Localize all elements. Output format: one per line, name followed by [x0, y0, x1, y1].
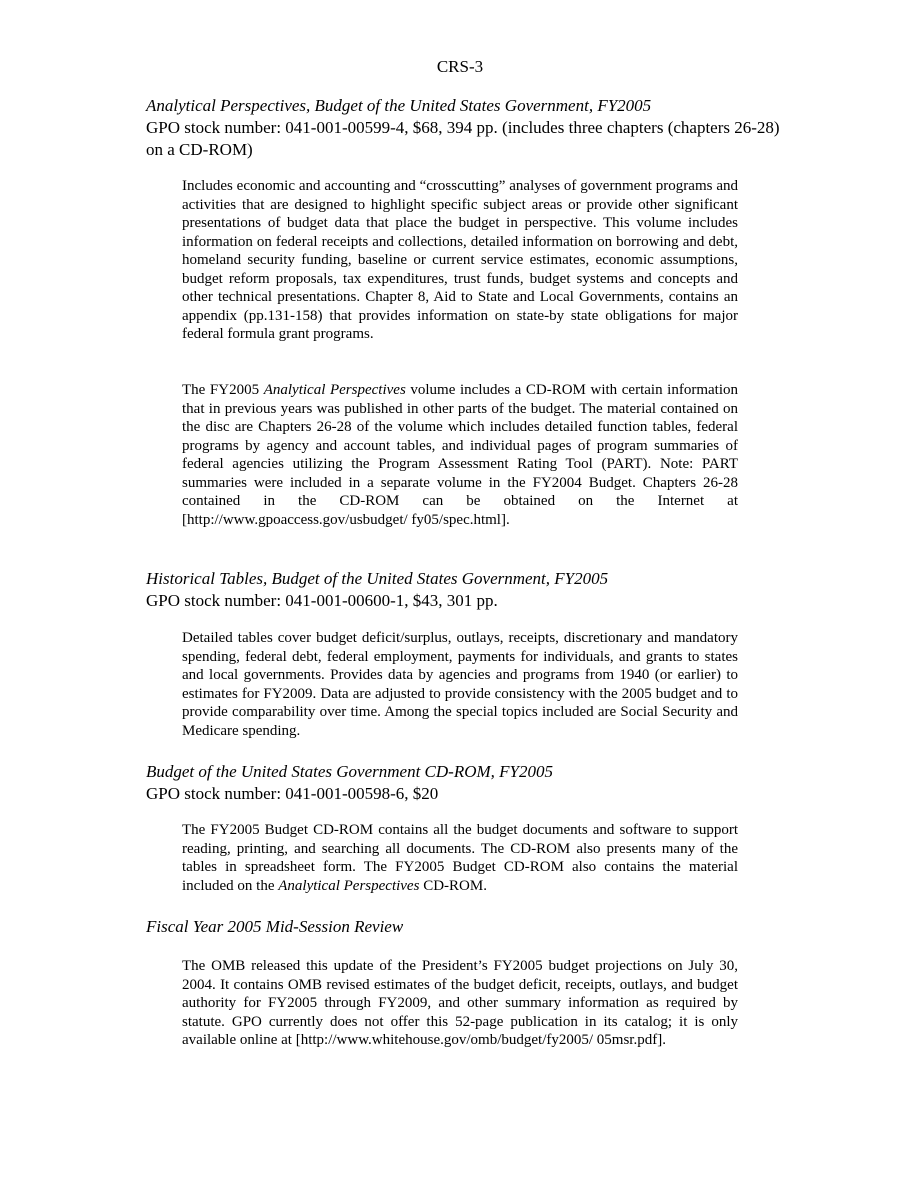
entry-stock-budget-cdrom: GPO stock number: 041-001-00598-6, $20	[146, 784, 439, 803]
italic-publication-name: Analytical Perspectives	[278, 877, 420, 894]
paragraph-budget-cdrom-description	[182, 821, 738, 895]
entry-title-mid-session-review: Fiscal Year 2005 Mid-Session Review	[146, 917, 404, 936]
paragraph-mid-session-review-description: The OMB released this update of the President’s FY2005 budget projections on July 30, 2004. It contains OMB revised estimates of the budget deficit, receipts, outlays, and budget authority for FY2005 through FY2009, and other summary information as required by statute. GPO currently does not offer this 52-page publication in its catalog; it is only available online at [http://www.whitehouse.gov/omb/budget/fy2005/ 05msr.pdf].	[182, 958, 738, 1049]
paragraph-text-segment: The FY2005 Budget CD-ROM contains all the budget documents and software to support reading, printing, and searching all documents. The CD-ROM also presents many of the tables in spreadsheet form. The FY2005 Budget CD-ROM also contains the material included on the	[182, 822, 738, 894]
paragraph-historical-tables-description: Detailed tables cover budget deficit/surplus, outlays, receipts, discretionary and mandatory spending, federal debt, federal employment, payments for individuals, and grants to states and local governments. Provides data by agencies and programs from 1940 (or earlier) to estimates for FY2009. Data are adjusted to provide consistency with the 2005 budget and to provide comparability over time. Among the special topics included are Social Security and Medicare spending.	[182, 630, 738, 739]
entry-title-historical-tables: Historical Tables, Budget of the United States Government, FY2005	[146, 569, 609, 588]
entry-title-budget-cdrom: Budget of the United States Government CD-ROM, FY2005	[146, 762, 553, 781]
paragraph-analytical-perspectives-description: Includes economic and accounting and “crosscutting” analyses of government programs and activities that are designed to highlight specific subject areas or provide other significant presentations of budget data that place the budget in perspective. This volume includes information on federal receipts and collections, detailed information on borrowing and debt, homeland security funding, baseline or current service estimates, economic assumptions, budget reform proposals, tax expenditures, trust funds, budget systems and concepts and other technical presentations. Chapter 8, Aid to State and Local Governments, contains an appendix (pp.131-158) that provides information on state-by state obligations for major federal formula grant programs.	[182, 178, 738, 343]
paragraph-text-segment: volume includes a CD-ROM with certain information that in previous years was published in other parts of the budget. The material contained on the disc are Chapters 26-28 of the volume which includes detailed function tables, federal programs by agency and account tables, and individual pages of program summaries of federal agencies utilizing the Program Assessment Rating Tool (PART). Note: PART summaries were included in a separate volume in the FY2004 Budget. Chapters 26-28 contained in the CD-ROM can be obtained on the Internet at [http://www.gpoaccess.gov/usbudget/ fy05/spec.html].	[182, 382, 738, 528]
paragraph-analytical-perspectives-cdrom	[182, 381, 738, 529]
italic-publication-name: Analytical Perspectives	[263, 382, 406, 398]
paragraph-text-segment: CD-ROM.	[419, 877, 487, 894]
entry-stock-analytical-perspectives: GPO stock number: 041-001-00599-4, $68, 394 pp. (includes three chapters (chapters 26-28) on a CD-ROM)	[146, 118, 780, 159]
paragraph-text-segment: The FY2005	[182, 382, 264, 398]
entry-title-analytical-perspectives: Analytical Perspectives, Budget of the United States Government, FY2005	[146, 96, 652, 115]
page-number-header: CRS-3	[436, 57, 484, 76]
entry-stock-historical-tables: GPO stock number: 041-001-00600-1, $43, 301 pp.	[146, 591, 498, 610]
